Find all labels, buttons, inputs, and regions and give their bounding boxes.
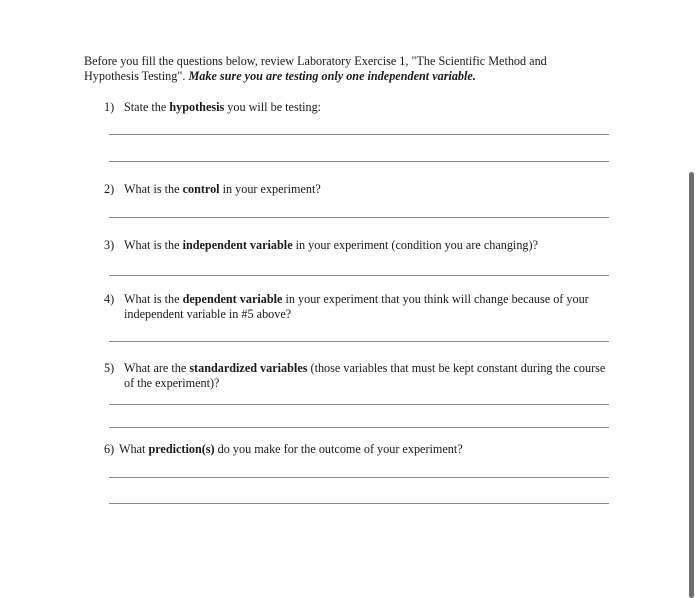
question-keyword: standardized variables <box>189 361 308 375</box>
question-text-part: in your experiment that you think will change because of your independent variable in #5 above? <box>124 292 589 321</box>
question-text-part: What is the <box>124 182 183 196</box>
question-text <box>124 182 614 197</box>
question-number: 5) <box>104 361 115 375</box>
answer-line-6b[interactable] <box>109 503 609 504</box>
answer-line-2[interactable] <box>109 217 609 218</box>
question-text-part: do you make for the outcome of your experiment? <box>214 442 463 456</box>
question-number: 1) <box>104 100 115 114</box>
question-number: 3) <box>104 238 115 252</box>
question-text-part: you will be testing: <box>224 100 322 114</box>
question-text <box>124 100 614 115</box>
question-text-part: What is the <box>124 238 183 252</box>
answer-line-1a[interactable] <box>109 134 609 135</box>
question-text <box>119 442 609 457</box>
question-text-part: in your experiment? <box>219 182 321 196</box>
answer-line-3[interactable] <box>109 275 609 276</box>
question-text-part: State the <box>124 100 170 114</box>
question-keyword: control <box>182 182 220 196</box>
answer-line-6a[interactable] <box>109 477 609 478</box>
question-text-part: What are the <box>124 361 190 375</box>
answer-line-1b[interactable] <box>109 161 609 162</box>
answer-line-4[interactable] <box>109 341 609 342</box>
question-text <box>124 361 614 391</box>
question-text-part: What is the <box>124 292 183 306</box>
question-number: 6) <box>104 442 115 456</box>
question-keyword: independent variable <box>182 238 293 252</box>
question-text <box>124 292 614 322</box>
intro-text: Before you fill the questions below, review Laboratory Exercise 1, "The Scientific Method and Hypothesis Testing". <box>84 54 547 83</box>
question-text <box>124 238 614 253</box>
intro-paragraph <box>84 54 584 84</box>
question-keyword: prediction(s) <box>148 442 215 456</box>
answer-line-5a[interactable] <box>109 404 609 405</box>
question-text-part: What <box>119 442 149 456</box>
intro-emphasis: Make sure you are testing only one independent variable. <box>188 69 476 83</box>
question-number: 4) <box>104 292 115 306</box>
question-keyword: hypothesis <box>169 100 225 114</box>
vertical-scrollbar[interactable] <box>689 172 694 598</box>
question-number: 2) <box>104 182 115 196</box>
answer-line-5b[interactable] <box>109 427 609 428</box>
question-text-part: (those variables that must be kept constant during the course of the experiment)? <box>124 361 606 390</box>
question-text-part: in your experiment (condition you are changing)? <box>292 238 538 252</box>
question-keyword: dependent variable <box>182 292 283 306</box>
